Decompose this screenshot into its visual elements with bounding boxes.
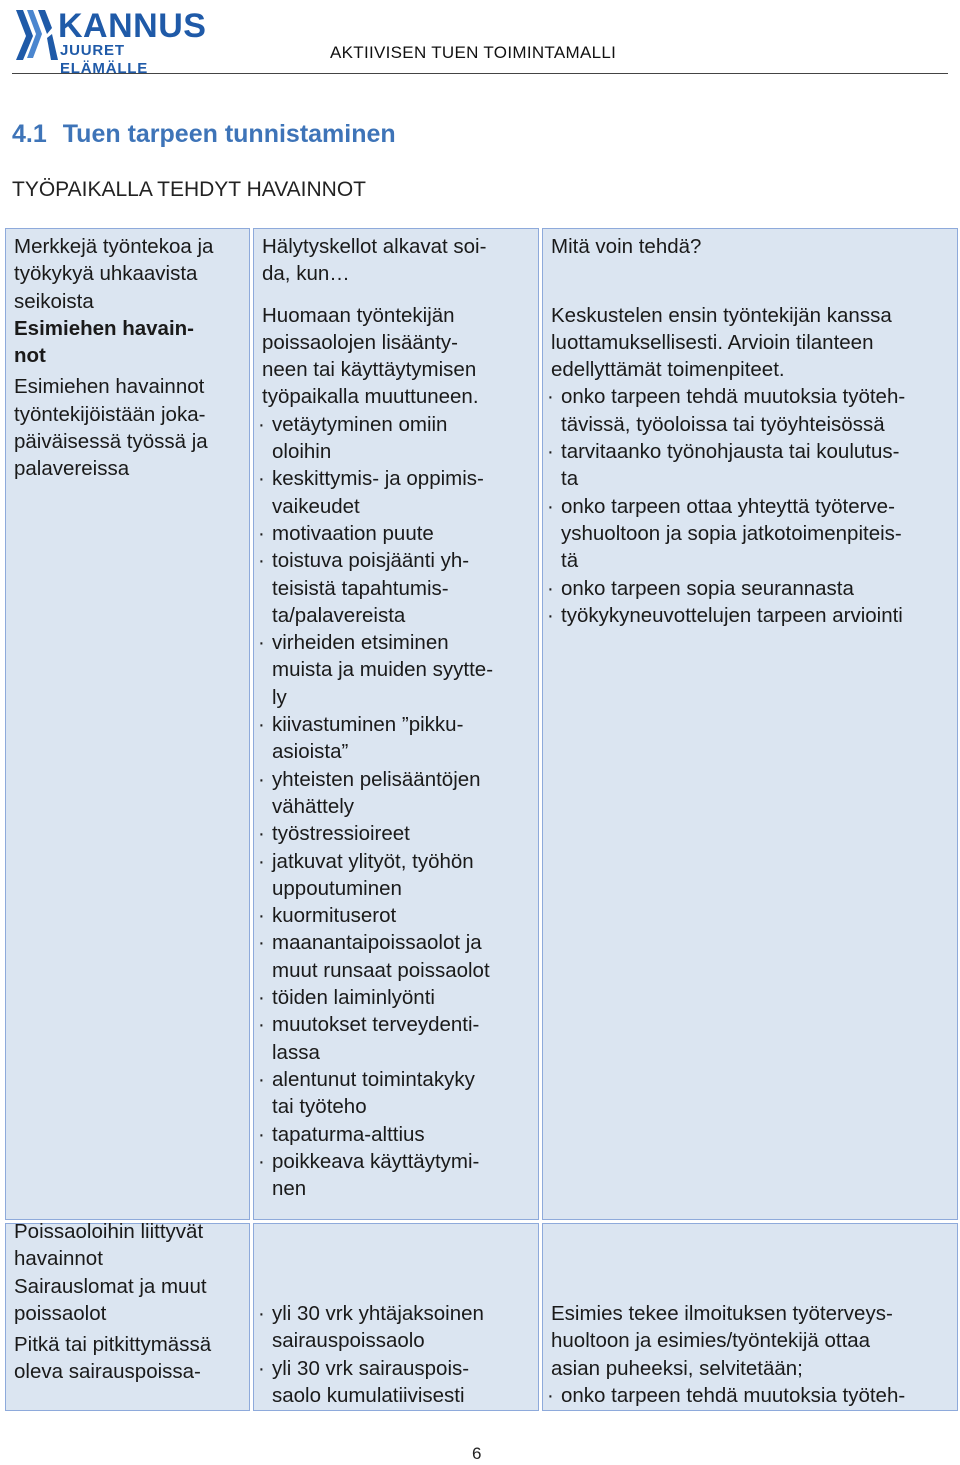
signs-heading-line: seikoista (14, 289, 94, 313)
page-header (0, 0, 960, 80)
supervisor-observations-heading: Esimiehen havain- (14, 316, 195, 340)
absences-heading: havainnot (14, 1247, 103, 1271)
actions-intro: luottamuksellisesti. Arvioin tilanteen (551, 330, 874, 354)
list-item: · töiden laiminlyönti (262, 984, 493, 1011)
warning-intro: da, kun… (262, 262, 350, 286)
list-item: · kuormituserot (262, 902, 493, 929)
actions-intro: edellyttämät toimenpiteet. (551, 358, 785, 382)
table-cell-absence-criteria (253, 1223, 539, 1411)
table-cell-signs (5, 228, 250, 1220)
table-cell-absences (5, 1220, 250, 1411)
supervisor-observations-desc: Esimiehen havainnot (14, 375, 205, 399)
section-heading (12, 120, 396, 149)
section-number: 4.1 (12, 120, 47, 148)
list-item: · tapaturma-alttius (262, 1121, 493, 1148)
observations-table (5, 228, 958, 1411)
absence-actions-intro: Esimies tekee ilmoituksen työterveys- (551, 1302, 893, 1325)
list-item: · kiivastuminen ”pikku- asioista” (262, 711, 493, 766)
supervisor-observations-heading: not (14, 344, 46, 368)
observation-text: työpaikalla muuttuneen. (262, 385, 479, 409)
observation-text: Huomaan työntekijän (262, 303, 455, 327)
list-item: · virheiden etsiminen muista ja muiden syytte- ly (262, 629, 493, 711)
table-cell-actions (542, 228, 958, 1220)
absence-actions-intro: asian puheeksi, selvitetään; (551, 1356, 803, 1380)
list-item: · onko tarpeen sopia seurannasta (551, 575, 905, 602)
absences-desc: oleva sairauspoissa- (14, 1360, 201, 1384)
observation-text: poissaolojen lisäänty- (262, 330, 459, 354)
list-item: · työkykyneuvottelujen tarpeen arviointi (551, 602, 905, 629)
page-number: 6 (472, 1444, 482, 1463)
supervisor-observations-desc: työntekijöistään joka- (14, 402, 206, 426)
subheading: TYÖPAIKALLA TEHDYT HAVAINNOT (12, 178, 366, 201)
absences-desc: Pitkä tai pitkittymässä (14, 1333, 212, 1357)
list-item: · onko tarpeen tehdä muutoksia työteh- tävissä, työoloissa tai työyhteisössä (551, 383, 905, 438)
list-item: · muutokset terveydenti- lassa (262, 1011, 493, 1066)
kannus-logo (14, 6, 214, 77)
document-title: AKTIIVISEN TUEN TOIMINTAMALLI (330, 43, 617, 62)
list-item: · jatkuvat ylityöt, työhön uppoutuminen (262, 848, 493, 903)
list-item: · keskittymis- ja oppimis- vaikeudet (262, 465, 493, 520)
section-title: Tuen tarpeen tunnistaminen (62, 120, 396, 148)
list-item: · työstressioireet (262, 820, 493, 847)
supervisor-observations-desc: palavereissa (14, 457, 130, 481)
signs-heading-line: Merkkejä työntekoa ja (14, 235, 214, 258)
header-divider (12, 73, 948, 74)
list-item: · vetäytyminen omiin oloihin (262, 411, 493, 466)
list-item: · toistuva poisjäänti yh- teisistä tapahtumis- ta/palavereista (262, 547, 493, 629)
supervisor-observations-desc: päiväisessä työssä ja (14, 430, 208, 454)
list-item: · yli 30 vrk yhtäjaksoinen sairauspoissaolo (262, 1300, 484, 1355)
list-item: · onko tarpeen tehdä muutoksia työteh- (551, 1382, 905, 1409)
logo-slogan: JUURET ELÄMÄLLE (60, 42, 149, 77)
list-item: · tarvitaanko työnohjausta tai koulutus- ta (551, 438, 905, 493)
absences-heading: poissaolot (14, 1301, 107, 1325)
actions-question: Mitä voin tehdä? (551, 235, 702, 258)
list-item: · yli 30 vrk sairauspois- saolo kumulatiivisesti (262, 1355, 484, 1410)
table-cell-absence-actions (542, 1223, 958, 1411)
observation-text: neen tai käyttäytymisen (262, 358, 477, 382)
list-item: · poikkeava käyttäytymi- nen (262, 1148, 493, 1203)
kannus-k-logo-icon (14, 6, 58, 62)
signs-heading-line: työkykyä uhkaavista (14, 262, 198, 286)
warning-intro: Hälytyskellot alkavat soi- (262, 235, 487, 258)
list-item: · motivaation puute (262, 520, 493, 547)
absences-heading: Poissaoloihin liittyvät (14, 1220, 204, 1243)
absence-actions-intro: huoltoon ja esimies/työntekijä ottaa (551, 1329, 871, 1353)
list-item: · onko tarpeen ottaa yhteyttä työterve- yshuoltoon ja sopia jatkotoimenpiteis- tä (551, 493, 905, 575)
list-item: · maanantaipoissaolot ja muut runsaat poissaolot (262, 929, 493, 984)
absences-heading: Sairauslomat ja muut (14, 1274, 207, 1298)
list-item: · yhteisten pelisääntöjen vähättely (262, 766, 493, 821)
logo-name: KANNUS (58, 7, 207, 45)
table-cell-warning-signs (253, 228, 539, 1220)
list-item: · alentunut toimintakyky tai työteho (262, 1066, 493, 1121)
actions-intro: Keskustelen ensin työntekijän kanssa (551, 303, 892, 327)
